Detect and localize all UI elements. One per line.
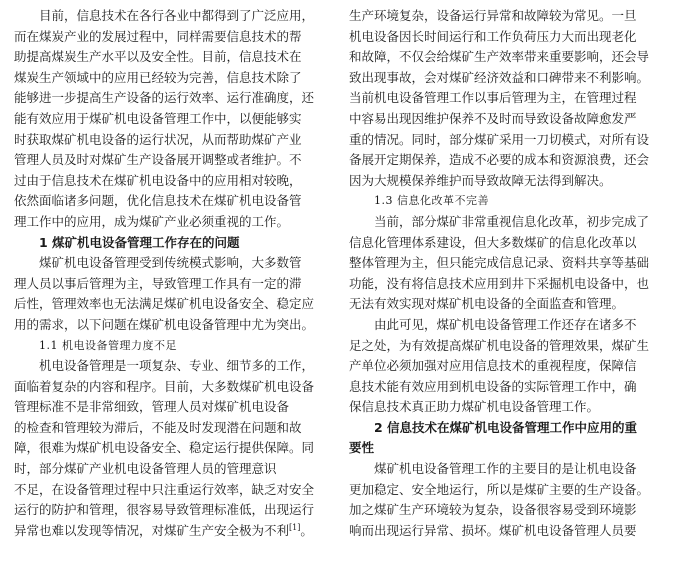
section-1-3-line: 产单位必须加强对应用信息技术的重视程度，保障信 bbox=[349, 358, 637, 374]
section-1-3-line: 无法有效实现对煤矿机电设备的全面监查和管理。 bbox=[349, 296, 625, 312]
section-1-1-line: 管理标准不是非常细致，管理人员对煤矿机电设备 bbox=[14, 399, 290, 415]
section-1-1-line: 的检查和管理较为滞后，不能及时发现潜在问题和故 bbox=[14, 419, 302, 435]
intro-line: 助提高煤炭生产水平以及安全性。目前，信息技术在 bbox=[14, 49, 302, 65]
intro-line: 依然面临诸多问题，优化信息技术在煤矿机电设备管 bbox=[14, 193, 302, 209]
intro-line: 理工作中的应用，成为煤矿产业必须重视的工作。 bbox=[14, 213, 290, 229]
section-2-line: 更加稳定、安全地运行，所以是煤矿主要的生产设备。 bbox=[349, 481, 650, 497]
section-1-1-line: 时，部分煤矿产业机电设备管理人员的管理意识 bbox=[14, 461, 277, 477]
intro-line: 能够进一步提高生产设备的运行效率、运行准确度，还 bbox=[14, 90, 315, 106]
section-1-3-line: 足之处，为有效提高煤矿机电设备的管理效果，煤矿生 bbox=[349, 337, 650, 353]
section-1-heading: 1 煤矿机电设备管理工作存在的问题 bbox=[39, 234, 240, 250]
section-2-line: 煤矿机电设备管理工作的主要目的是让机电设备 bbox=[374, 461, 637, 477]
citation-ref[interactable]: [1] bbox=[289, 522, 301, 532]
section-1-3-line: 息技术能有效应用到机电设备的实际管理工作中，确 bbox=[349, 378, 637, 394]
section-1-1-line: 障，很难为煤矿机电设备安全、稳定运行提供保障。同 bbox=[14, 440, 315, 456]
intro-line: 时获取煤矿机电设备的运行状况，从而帮助煤矿产业 bbox=[14, 131, 302, 147]
section-2-heading-cont: 要性 bbox=[349, 440, 375, 456]
section-1-1-last-line bbox=[14, 521, 343, 542]
continued-line: 因为大规模保养维护而导致故障无法得到解决。 bbox=[349, 172, 612, 188]
continued-line: 备展开定期保养，造成不必要的成本和资源浪费，还会 bbox=[349, 152, 650, 168]
continued-line: 当前机电设备管理工作以事后管理为主，在管理过程 bbox=[349, 90, 637, 106]
section-1-3-line: 保信息技术真正助力煤矿机电设备管理工作。 bbox=[349, 399, 600, 415]
intro-line: 管理人员及时对煤矿生产设备展开调整或者维护。不 bbox=[14, 152, 302, 168]
continued-line: 中容易出现因维护保养不及时而导致设备故障愈发严 bbox=[349, 110, 637, 126]
continued-line: 生产环境复杂，设备运行异常和故障较为常见。一旦 bbox=[349, 8, 637, 23]
section-1-3-line: 功能，没有将信息技术应用到井下采掘机电设备中，也 bbox=[349, 275, 650, 291]
section-1-line: 用的需求，以下问题在煤矿机电设备管理中尤为突出。 bbox=[14, 316, 315, 332]
continued-line: 和故障，不仅会给煤矿生产效率带来重要影响，还会导 bbox=[349, 49, 650, 65]
section-1-1-line: 机电设备管理是一项复杂、专业、细节多的工作， bbox=[39, 358, 315, 374]
intro-line: 过由于信息技术在煤矿机电设备中的应用相对较晚， bbox=[14, 172, 302, 188]
section-2-line: 加之煤矿生产环境较为复杂，设备很容易受到环境影 bbox=[349, 502, 637, 518]
section-2-heading: 2 信息技术在煤矿机电设备管理工作中应用的重 bbox=[374, 419, 638, 435]
section-1-3-line: 当前，部分煤矿非常重视信息化改革，初步完成了 bbox=[374, 213, 650, 229]
section-1-line: 理人员以事后管理为主，导致管理工作具有一定的滞 bbox=[14, 275, 302, 291]
intro-line: 而在煤炭产业的发展过程中，同样需要信息技术的帮 bbox=[14, 28, 302, 44]
section-1-line: 后性，管理效率也无法满足煤矿机电设备安全、稳定应 bbox=[14, 296, 315, 312]
section-1-1-line: 面临着复杂的内容和程序。目前，大多数煤矿机电设备 bbox=[14, 378, 315, 394]
section-1-3-line: 由此可见，煤矿机电设备管理工作还存在诸多不 bbox=[374, 316, 637, 332]
section-1-1-heading: 1.1 机电设备管理力度不足 bbox=[39, 338, 177, 352]
section-1-3-line: 信息化管理体系建设，但大多数煤矿的信息化改革以 bbox=[349, 234, 637, 250]
section-1-line: 煤矿机电设备管理受到传统模式影响，大多数管 bbox=[39, 255, 302, 271]
section-1-3-line: 整体管理为主，但只能完成信息记录、资料共享等基础 bbox=[349, 255, 650, 271]
section-1-1-line: 不足，在设备管理过程中只注重运行效率，缺乏对安全 bbox=[14, 481, 315, 497]
section-2-line: 响而出现运行异常、损坏。煤矿机电设备管理人员要 bbox=[349, 522, 637, 538]
continued-line: 机电设备因长时间运行和工作负荷压力大而出现老化 bbox=[349, 28, 637, 44]
section-1-1-line: 运行的防护和管理，很容易导致管理标准低，出现运行 bbox=[14, 502, 315, 518]
continued-line: 重的情况。同时，部分煤矿采用一刀切模式，对所有设 bbox=[349, 131, 650, 147]
intro-line: 能有效应用于煤矿机电设备管理工作中，以便能够实 bbox=[14, 110, 302, 126]
right-column bbox=[349, 6, 685, 541]
section-1-3-heading: 1.3 信息化改革不完善 bbox=[374, 194, 489, 208]
line-text: 异常也难以发现等情况，对煤矿生产安全极为不利 bbox=[14, 522, 290, 538]
intro-line: 煤炭生产领域中的应用已经较为完善，信息技术除了 bbox=[14, 69, 302, 85]
left-column bbox=[14, 6, 343, 541]
continued-line: 致出现事故，会对煤矿经济效益和口碑带来不利影响。 bbox=[349, 69, 650, 85]
intro-line: 目前，信息技术在各行各业中都得到了广泛应用， bbox=[39, 8, 315, 23]
line-end: 。 bbox=[300, 522, 313, 538]
